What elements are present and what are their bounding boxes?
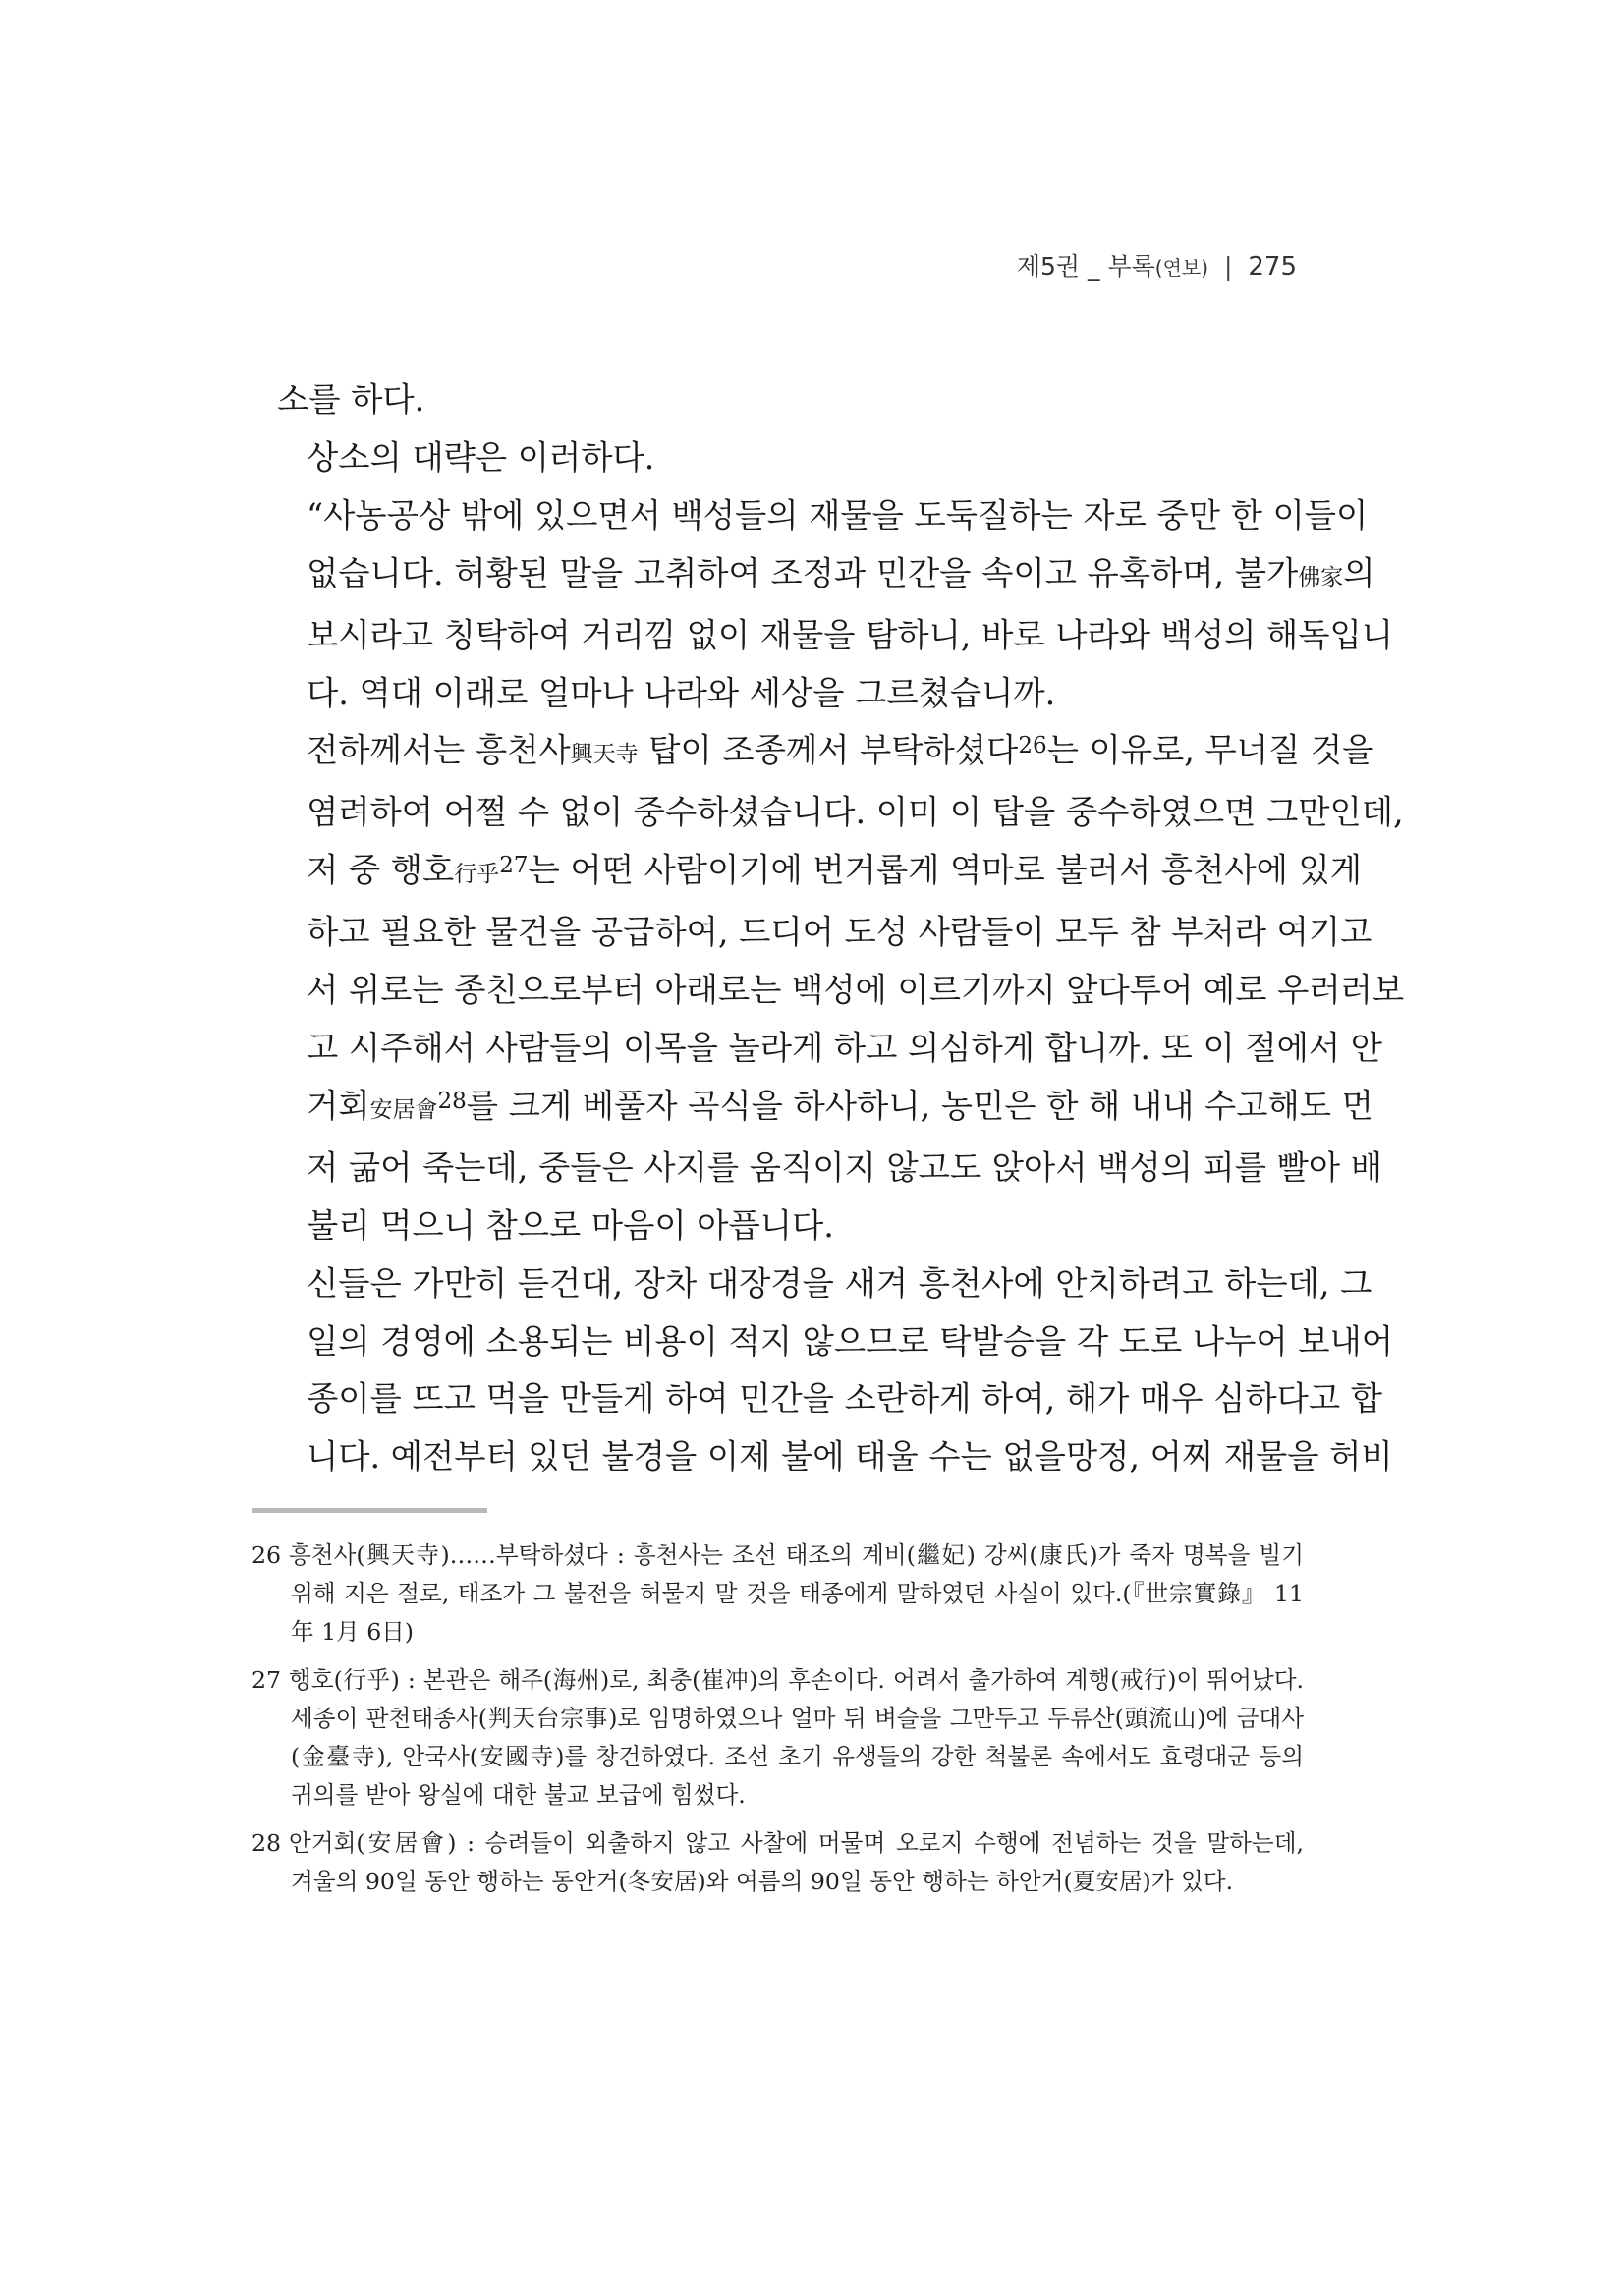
body-line: 소를 하다. (277, 380, 425, 419)
section-label: 부록 (1107, 252, 1155, 281)
footnote-line: 세종이 판천태종사(判天台宗事)로 임명하였으나 얼마 뒤 벼슬을 그만두고 두류산(頭流山)에 금대사 (291, 1705, 1304, 1732)
body-line: 불리 먹으니 참으로 마음이 아픕니다. (307, 1205, 834, 1245)
footnote-line: 28 안거회(安居會) : 승려들이 외출하지 않고 사찰에 머물며 오로지 수행에 전념하는 것을 말하는데, (252, 1824, 1304, 1863)
body-line: 염려하여 어쩔 수 없이 중수하셨습니다. 이미 이 탑을 중수하였으면 그만인데, (307, 793, 1404, 832)
body-text (277, 371, 1405, 1486)
hanja-gloss: 行乎 (454, 862, 500, 888)
footnote-28 (252, 1824, 1304, 1901)
footnote-number: 27 (252, 1666, 282, 1694)
footnote-ref-28: 28 (437, 1088, 467, 1114)
footnotes (252, 1537, 1304, 1911)
footnote-line: 위해 지은 절로, 태조가 그 불전을 허물지 말 것을 태종에게 말하였던 사실이 있다.(『世宗實錄』 11 (291, 1580, 1304, 1607)
footnote-line: 26 흥천사(興天寺)……부탁하셨다 : 흥천사는 조선 태조의 계비(繼妃) 강씨(康氏)가 죽자 명복을 빌기 (252, 1537, 1304, 1575)
body-line: 상소의 대략은 이러하다. (307, 437, 655, 476)
footnote-number: 26 (252, 1541, 282, 1569)
header-underscore: _ (1088, 252, 1100, 281)
volume-label: 제5권 (1016, 252, 1081, 281)
body-line: 하고 필요한 물건을 공급하여, 드디어 도성 사람들이 모두 참 부처라 여기고 (307, 913, 1372, 952)
page-number: 275 (1248, 252, 1297, 282)
header-divider: | (1223, 252, 1233, 281)
body-line: 일의 경영에 소용되는 비용이 적지 않으므로 탁발승을 각 도로 나누어 보내어 (307, 1321, 1394, 1361)
body-line: 서 위로는 종친으로부터 아래로는 백성에 이르기까지 앞다투어 예로 우러러보 (307, 971, 1405, 1010)
footnote-27 (252, 1661, 1304, 1815)
body-line: 전하께서는 흥천사興天寺 탑이 조종께서 부탁하셨다$^{26}$는 이유로, 무너질 것을 (307, 731, 1374, 770)
hanja-gloss: 安居會 (369, 1096, 438, 1123)
body-line: 고 시주해서 사람들의 이목을 놀라게 하고 의심하게 합니까. 또 이 절에서 안 (307, 1028, 1383, 1067)
hanja-gloss: 興天寺 (570, 742, 639, 768)
footnote-line: (金臺寺), 안국사(安國寺)를 창건하였다. 조선 초기 유생들의 강한 척불론 속에서도 효령대군 등의 (291, 1743, 1304, 1770)
hanja-gloss: 佛家 (1298, 564, 1344, 590)
section-sub-label: (연보) (1154, 256, 1209, 280)
footnote-line: 겨울의 90일 동안 행하는 동안거(冬安居)와 여름의 90일 동안 행하는 하안거(夏安居)가 있다. (291, 1868, 1234, 1895)
body-line: 없습니다. 허황된 말을 고취하여 조정과 민간을 속이고 유혹하며, 불가佛家의 (307, 553, 1375, 592)
body-line: 저 중 행호行乎$^{27}$는 어떤 사람이기에 번거롭게 역마로 불러서 흥천사에 있게 (307, 851, 1362, 890)
footnote-ref-27: 27 (499, 853, 529, 879)
body-line: 보시라고 칭탁하여 거리낌 없이 재물을 탐하니, 바로 나라와 백성의 해독입니 (307, 615, 1394, 654)
body-line: 저 굶어 죽는데, 중들은 사지를 움직이지 않고도 앉아서 백성의 피를 빨아 배 (307, 1148, 1383, 1187)
body-line: 거회安居會$^{28}$를 크게 베풀자 곡식을 하사하니, 농민은 한 해 내내 수고해도 먼 (307, 1086, 1373, 1125)
body-line: 종이를 뜨고 먹을 만들게 하여 민간을 소란하게 하여, 해가 매우 심하다고 합 (307, 1379, 1383, 1419)
footnote-ref-26: 26 (1018, 733, 1047, 759)
footnote-number: 28 (252, 1829, 282, 1857)
body-line: 다. 역대 이래로 얼마나 나라와 세상을 그르쳤습니까. (307, 673, 1056, 712)
body-line: 니다. 예전부터 있던 불경을 이제 불에 태울 수는 없을망정, 어찌 재물을 허비 (307, 1437, 1393, 1477)
footnote-line: 年 1月 6日) (291, 1618, 415, 1646)
running-header (982, 248, 1297, 283)
footnote-rule (252, 1508, 487, 1513)
footnote-line: 27 행호(行乎) : 본관은 해주(海州)로, 최충(崔冲)의 후손이다. 어려서 출가하여 계행(戒行)이 뛰어났다. (252, 1661, 1304, 1700)
body-line: “사농공상 밖에 있으면서 백성들의 재물을 도둑질하는 자로 중만 한 이들이 (307, 495, 1369, 534)
body-line: 신들은 가만히 듣건대, 장차 대장경을 새겨 흥천사에 안치하려고 하는데, 그 (307, 1263, 1372, 1303)
footnote-line: 귀의를 받아 왕실에 대한 불교 보급에 힘썼다. (291, 1781, 746, 1809)
footnote-26 (252, 1537, 1304, 1652)
